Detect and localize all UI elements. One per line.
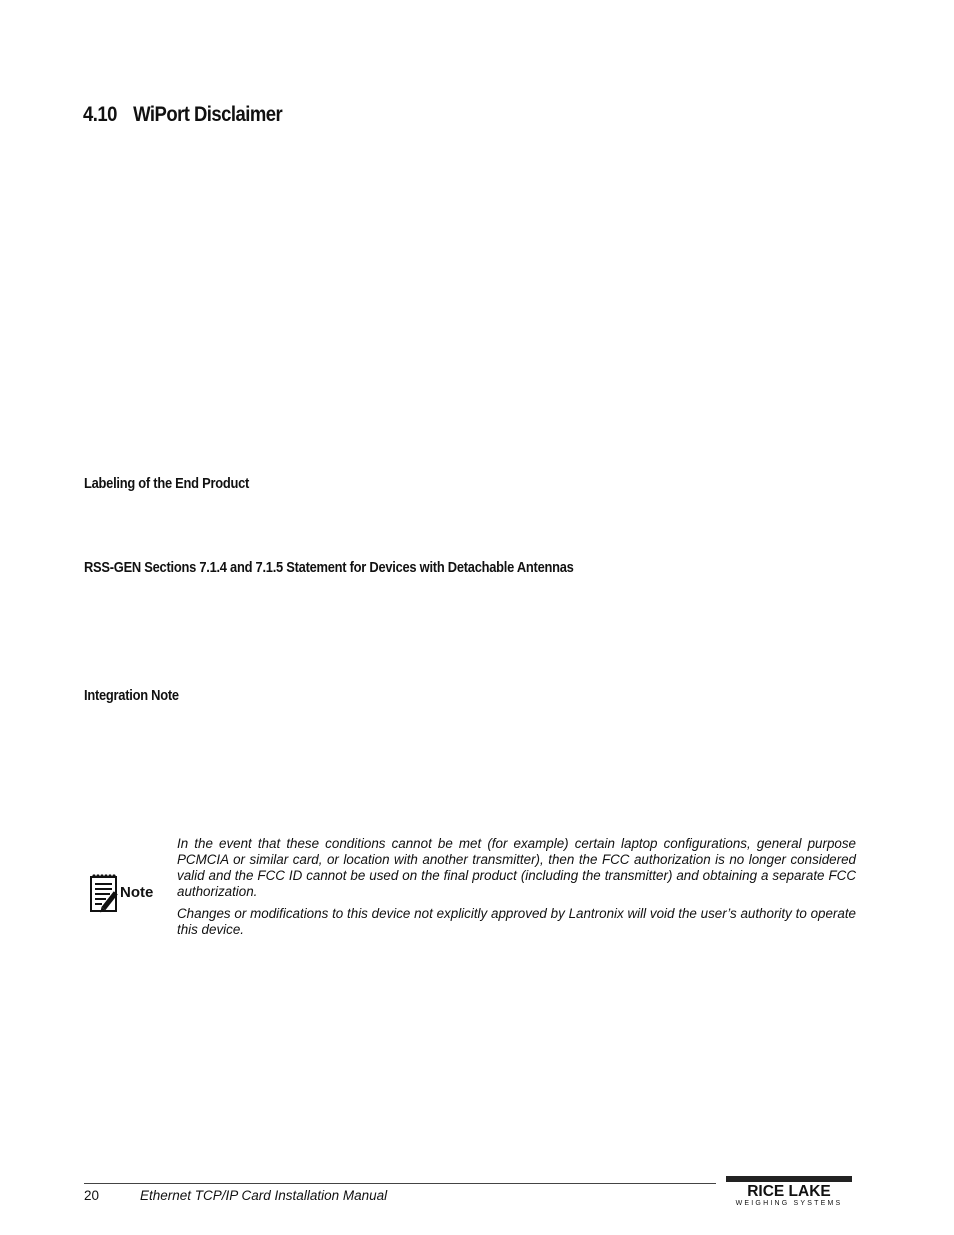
note-pad-icon [88,873,164,915]
note-icon-label: Note [120,884,154,901]
manual-title: Ethernet TCP/IP Card Installation Manual [140,1188,388,1203]
note-paragraph-1: In the event that these conditions cannot be met (for example) certain laptop configurations, general purpose PCMCIA or similar card, or location with another transmitter), then the FCC authorization is no longer considered valid and the FCC ID cannot be used on the final product (including the transmitter) and obtaining a separate FCC authorization. [177,836,856,899]
logo-name: RICE LAKE [747,1183,831,1200]
logo-tagline: WEIGHING SYSTEMS [735,1200,843,1207]
section-number: 4.10 [83,103,117,126]
section-heading [83,103,282,127]
rice-lake-logo [724,1176,854,1208]
page-number: 20 [84,1188,100,1203]
note-paragraph-2: Changes or modifications to this device not explicitly approved by Lantronix will void the user’s authority to operate this device. [177,906,856,937]
subheading-labeling: Labeling of the End Product [84,475,250,492]
subheading-rss-gen: RSS-GEN Sections 7.1.4 and 7.1.5 Statement for Devices with Detachable Antennas [84,559,574,576]
section-title: WiPort Disclaimer [133,103,283,126]
subheading-integration-note: Integration Note [84,687,179,704]
footer-rule [84,1183,716,1184]
